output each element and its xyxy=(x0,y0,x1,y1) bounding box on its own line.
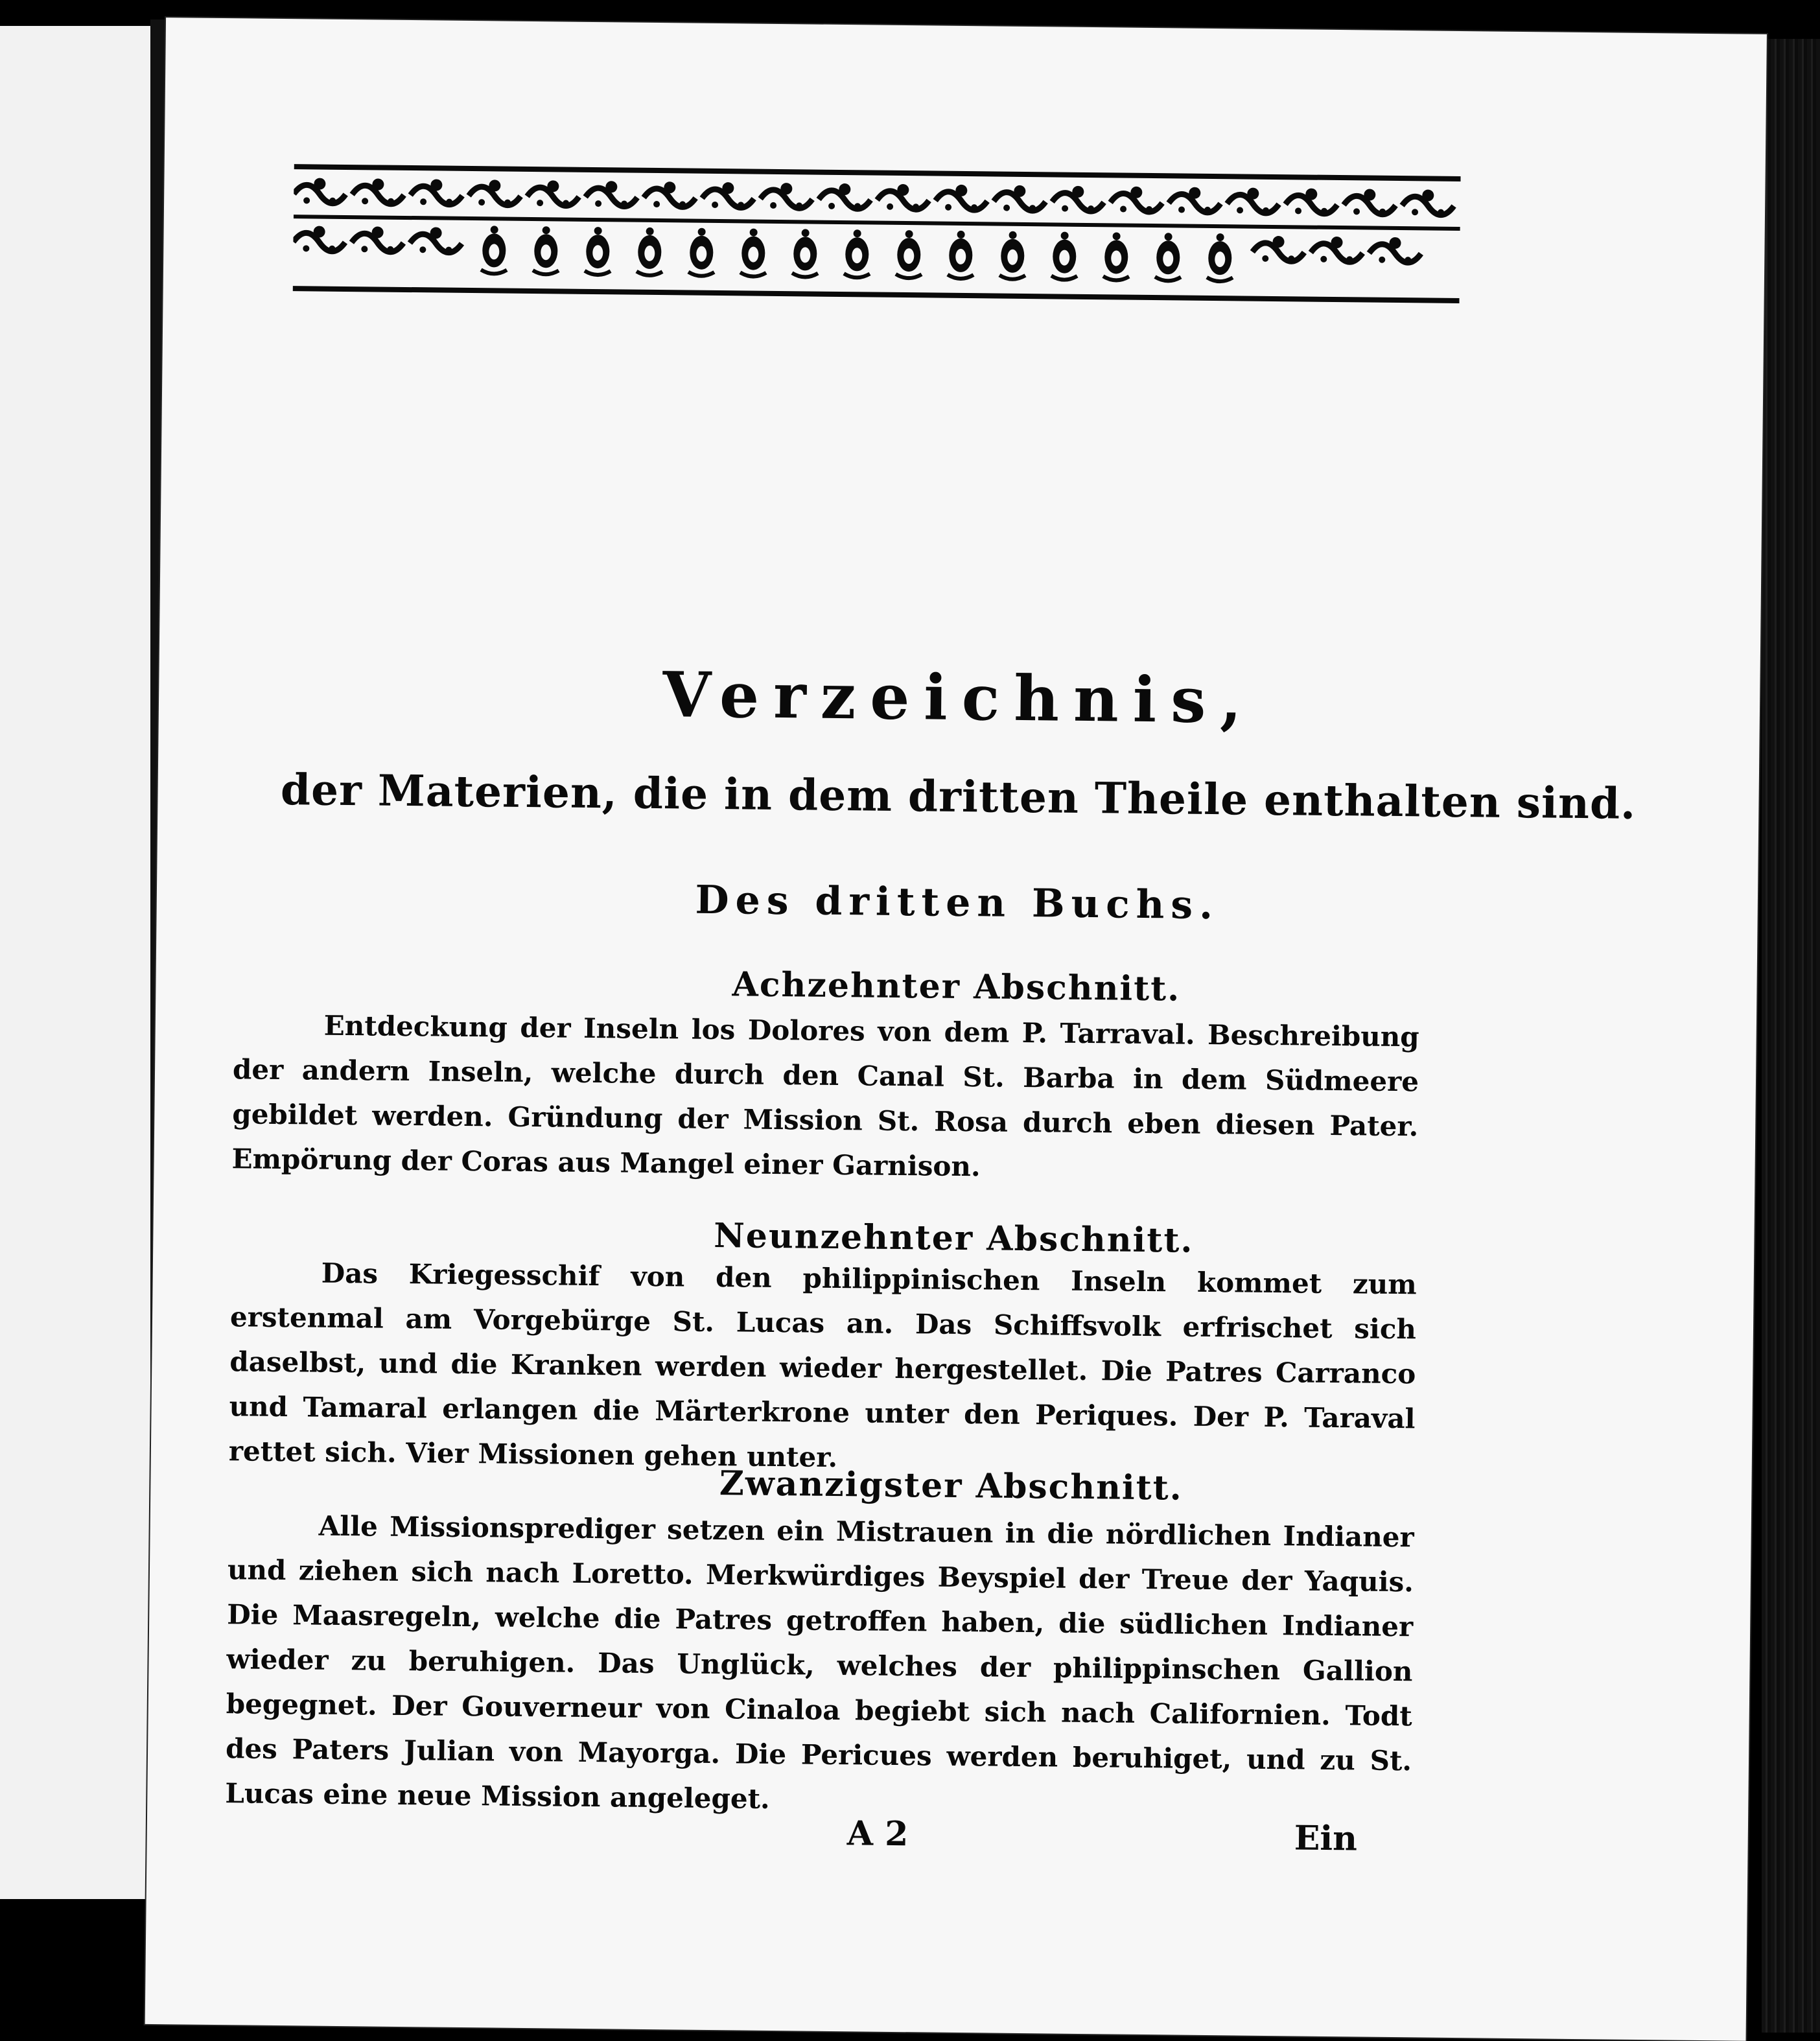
subtitle: der Materien, die in dem dritten Theile enthalten sind. xyxy=(280,764,1637,829)
ornamental-headpiece xyxy=(293,163,1461,305)
book-heading: Des dritten Buchs. xyxy=(695,877,1220,929)
book-edge xyxy=(1762,39,1820,2033)
section-heading: Neunzehnter Abschnitt. xyxy=(714,1216,1194,1261)
catchword: Ein xyxy=(1294,1818,1358,1859)
section-text: Entdeckung der Inseln los Dolores von dem P. Tarraval. Beschreibung der andern Inseln, welche durch den Canal St. Barba in dem Südmeere gebildet werden. Gründung der Mission St. Rosa durch eben diesen Pater. Empörung der Coras aus Mangel einer Garnison. xyxy=(231,1009,1419,1183)
section-heading: Zwanzigster Abschnitt. xyxy=(719,1464,1184,1508)
section-heading: Achzehnter Abschnitt. xyxy=(732,964,1181,1009)
section-text: Das Kriegesschif von den philippinischen Inseln kommet zum erstenmal am Vorgebürge St. Lucas an. Das Schiffsvolk erfrischet sich daselbst, und die Kranken werden wieder hergestellet. Die Patres Carranco und Tamaral erlangen die Märterkrone unter den Periques. Der P. Taraval rettet sich. Vier Missionen gehen unter. xyxy=(228,1257,1417,1474)
page xyxy=(145,17,1767,2041)
facing-page-fragment xyxy=(0,26,150,1899)
signature-mark: A 2 xyxy=(846,1814,909,1854)
section-text: Alle Missionsprediger setzen ein Mistrauen in die nördlichen Indianer und ziehen sich nach Loretto. Merkwürdiges Beyspiel der Treue der Yaquis. Die Maasregeln, welche die Patres getroffen haben, die südlichen Indianer wieder zu beruhigen. Das Unglück, welches der philippinschen Gallion begegnet. Der Gouverneur von Cinaloa begiebt sich nach Californien. Todt des Paters Julian von Mayorga. Die Pericues werden beruhiget, und zu St. Lucas eine neue Mission angeleget. xyxy=(225,1510,1414,1815)
page-title: Verzeichnis, xyxy=(662,658,1257,738)
